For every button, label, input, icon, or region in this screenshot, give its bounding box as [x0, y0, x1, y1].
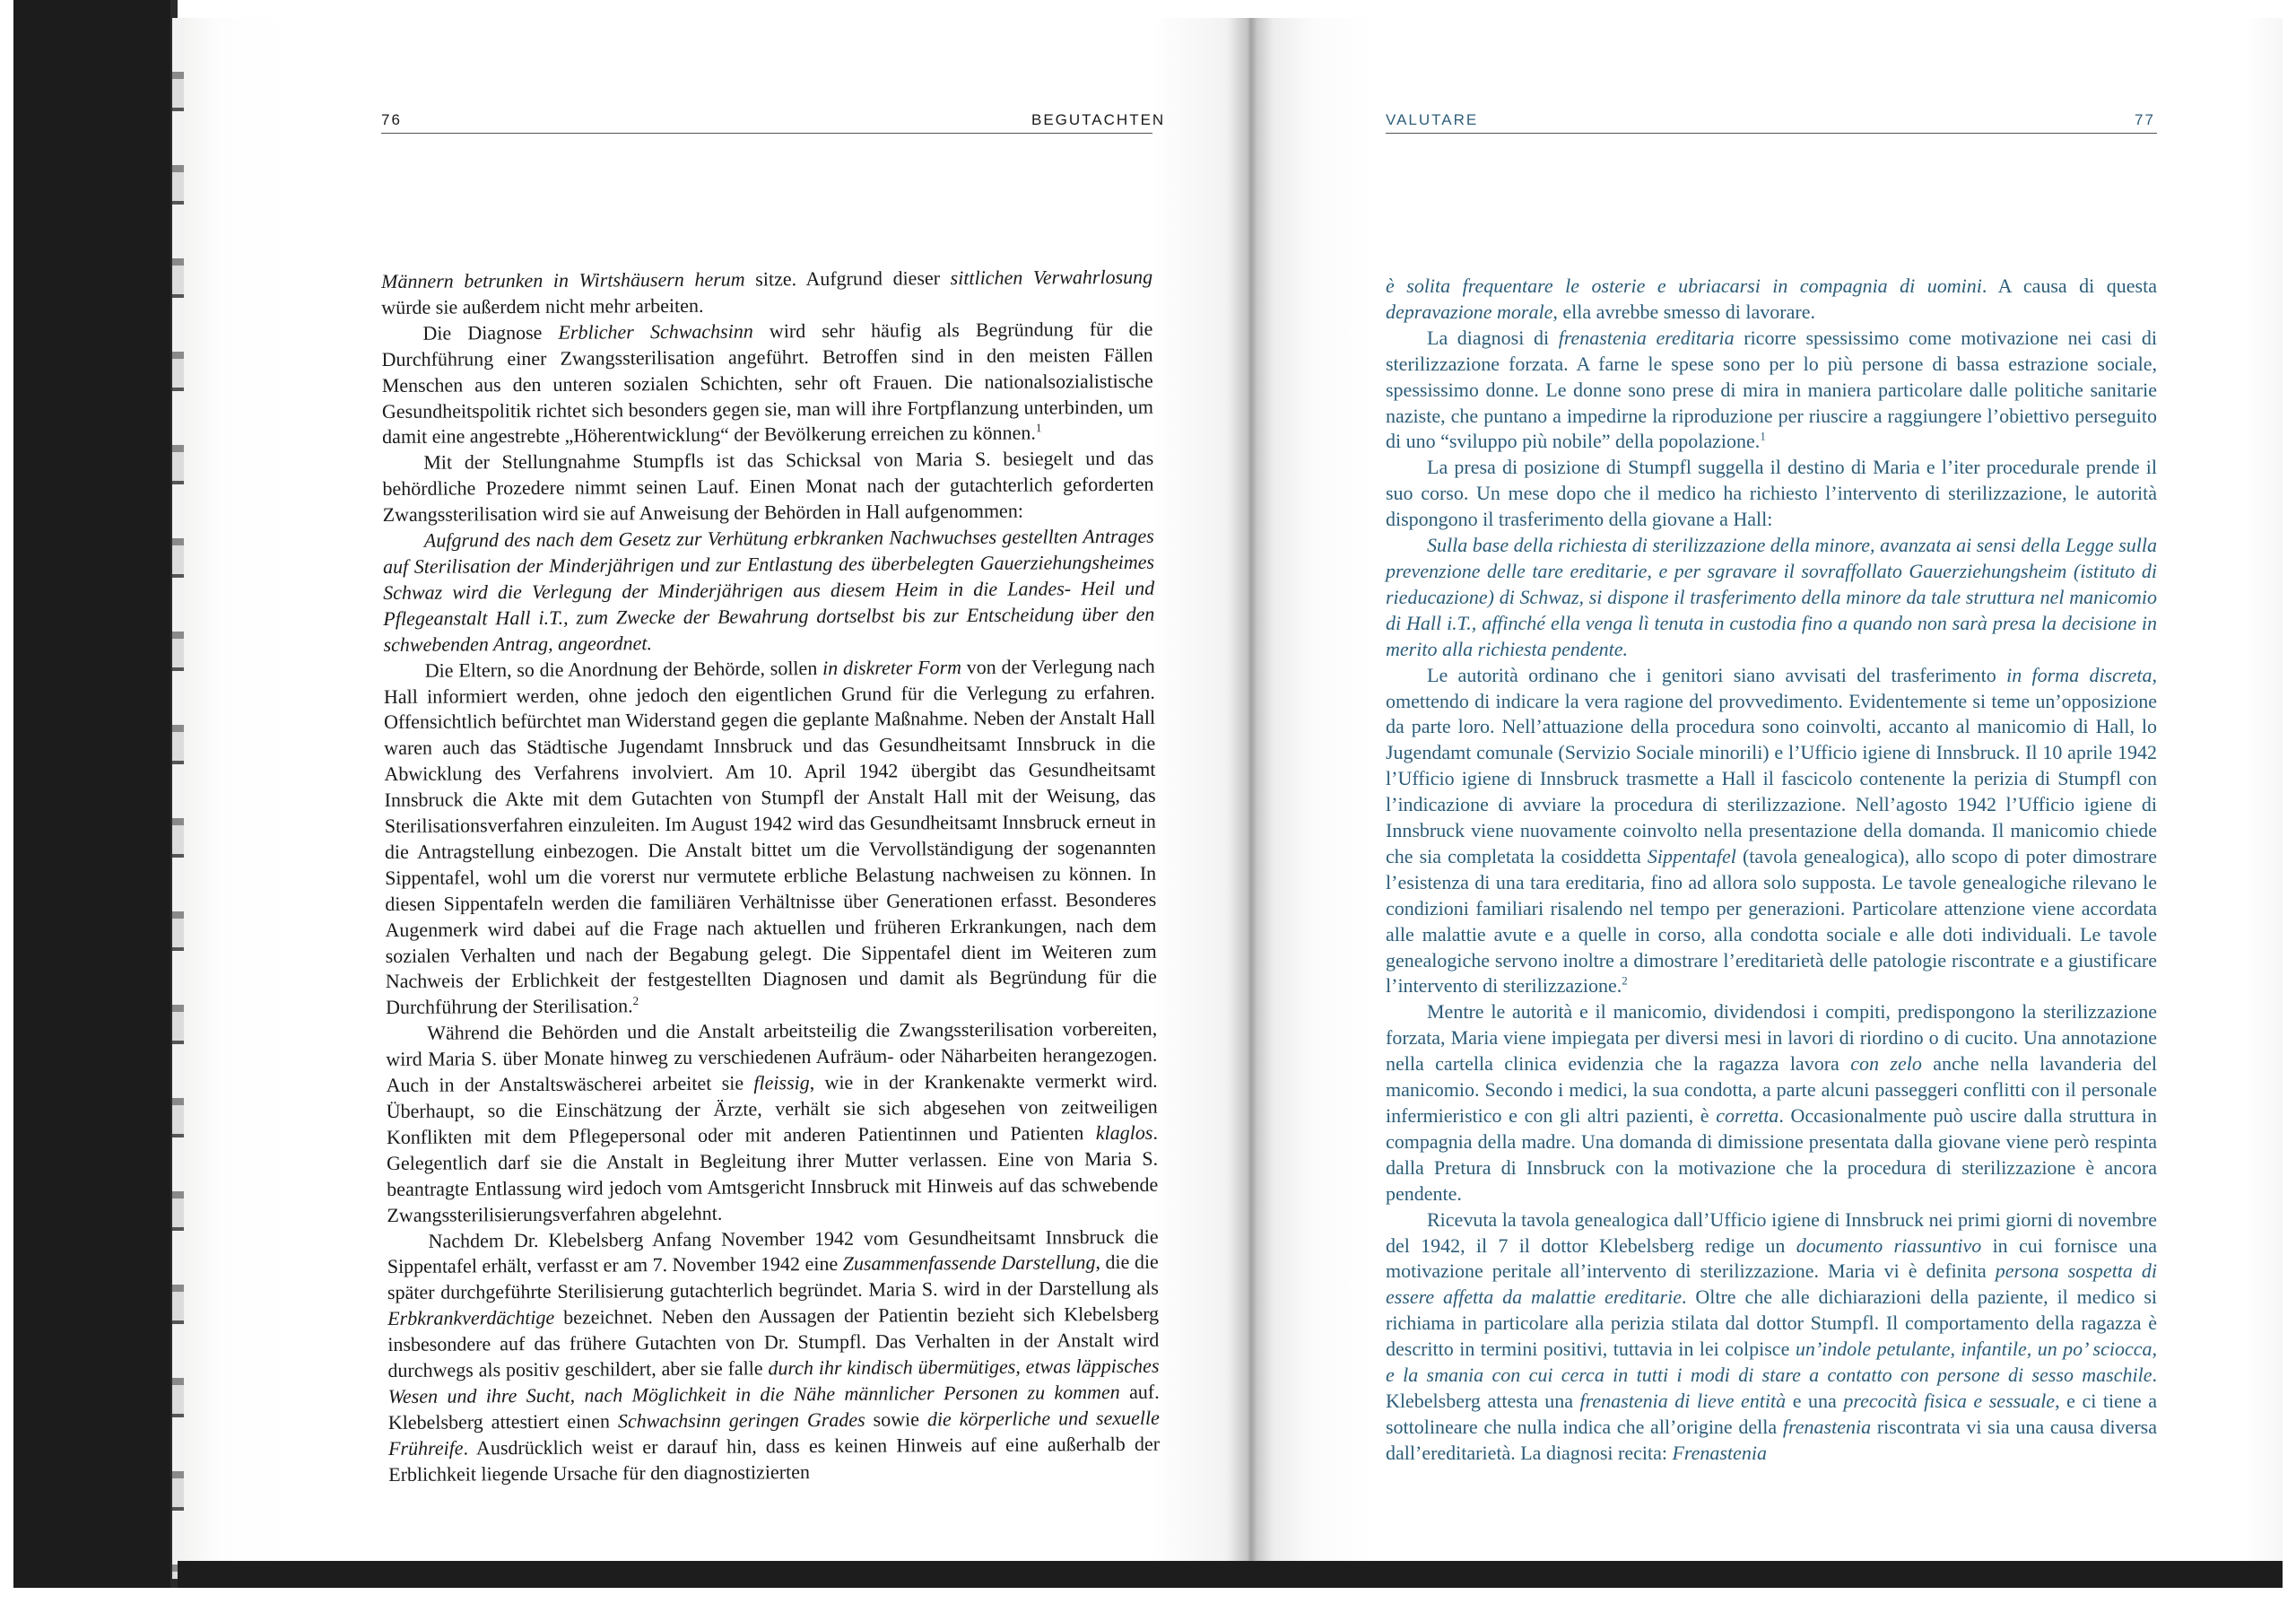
text-run: La diagnosi di	[1427, 326, 1559, 349]
body-paragraph	[1386, 999, 2157, 1207]
italic-text: Schwachsinn geringen Grades	[617, 1407, 865, 1433]
text-run: . Oltre che alle dichiarazioni della paziente, il medico si richiama in particolare alla perizia stilata dal dottor Stumpfl. Il comportamento della ragazza è descritto in termini positivi, tuttavia in lei colpisce	[1386, 1285, 2157, 1361]
text-run: Die Eltern, so die Anordnung der Behörde, sollen	[424, 656, 823, 682]
text-run: , e ci tiene a sottolineare che nulla indica che all’origine della	[1386, 1389, 2157, 1438]
scan-margin-bottom	[0, 1588, 2296, 1621]
italic-text: con zelo	[1850, 1052, 1922, 1076]
italic-text: è solita frequentare le osterie e ubriacarsi in compagnia di uomini	[1386, 275, 1982, 297]
left-header-rule	[381, 133, 1152, 134]
text-run: , die die später durchgeführte Sterilisierung gutachterlich begründet. Maria S. wird in der Darstellung als	[387, 1251, 1160, 1304]
left-running-head: BEGUTACHTEN	[1031, 111, 1166, 128]
italic-text: sittlichen Verwahrlosung	[950, 265, 1153, 290]
footnote-marker: 1	[1035, 421, 1042, 435]
italic-text: frenastenia di lieve entità	[1579, 1389, 1787, 1412]
text-run: , ella avrebbe smesso di lavorare.	[1552, 300, 1815, 323]
text-run: Ricevuta la tavola genealogica dall’Ufficio igiene di Innsbruck nei primi giorni di novembre del 1942, il 7 il dottor Klebelsberg redige un	[1386, 1207, 2157, 1257]
text-run: , wie in der Krankenakte vermerkt wird. Überhaupt, so die Einschätzung der Ärzte, verhält sie sich abgesehen von zeitweiligen Konflikten mit dem Pflegepersonal oder mit anderen Patientinnen und Patienten	[386, 1068, 1158, 1148]
text-run: wird sehr häufig als Begründung für die Durchführung einer Zwangssterilisation angeführt. Betroffen sind in den meisten Fällen Menschen aus den unteren sozialen Schichten, sehr oft Frauen. Die nationalsozialistische Gesundheitspolitik richtet sich besonders gegen sie, man will ihre Fortpflanzung unterbinden, um damit eine angestrebte „Höherentwicklung“ der Bevölkerung erreichen zu können.	[381, 317, 1154, 449]
italic-text: persona sospetta di essere affetta da malattie ereditarie	[1386, 1259, 2157, 1309]
body-paragraph	[1386, 326, 2157, 456]
right-page-number: 77	[2135, 111, 2155, 128]
right-page-body	[1386, 274, 2157, 1467]
body-paragraph	[1386, 1207, 2157, 1467]
block-quote	[383, 524, 1155, 658]
italic-text: Aufgrund des nach dem Gesetz zur Verhütung erbkranken Nachwuchses gestellten Antrages auf Sterilisation der Minderjährigen und zur Entlastung des überbelegten Gauerziehungsheimes Schwaz wird die Verlegung der Minderjährigen aus diesem Heim in die Landes- Heil und Pflegeanstalt Hall i.T., zum Zwecke der Bewahrung dortselbst bis zur Entscheidung über den schwebenden Antrag, angeordnet.	[382, 524, 1155, 656]
footnote-marker: 1	[1760, 430, 1766, 444]
italic-text: in forma discreta	[2006, 663, 2152, 686]
body-paragraph	[1386, 663, 2157, 1000]
italic-text: in diskreter Form	[822, 655, 962, 679]
body-paragraph	[1386, 455, 2157, 533]
body-paragraph	[382, 446, 1154, 528]
text-run: e una	[1786, 1389, 1844, 1412]
text-run: bezeichnet. Neben den Aussagen der Patientin bezieht sich Klebelsberg insbesondere auf das frühere Gutachten von Dr. Stumpfl. Das Verhalten in der Anstalt wird durchwegs als positiv geschildert, aber sie falle	[387, 1302, 1160, 1382]
text-run: Während die Behörden und die Anstalt arbeitsteilig die Zwangssterilisation vorbereiten, wird Maria S. über Monate hinweg zu verschiedenen Aufräum- oder Näharbeiten herangezogen. Auch in der Anstaltswäscherei arbeitet sie	[386, 1017, 1158, 1097]
left-page-number: 76	[381, 111, 402, 128]
italic-text: precocità fisica e sessuale	[1843, 1389, 2056, 1412]
italic-text: die körperliche und sexuelle Frühreife	[387, 1406, 1160, 1460]
body-paragraph	[381, 317, 1153, 451]
text-run: , omettendo di indicare la vera ragione del provvedimento. Evidentemente si teme un’opposizione da parte loro. Nell’attuazione della procedura sono coinvolti, accanto al manicomio di Hall, lo Jugendamt comunale (Servizio Sociale minorili) e l’Ufficio igiene di Innsbruck. Il 10 aprile 1942 l’Ufficio igiene di Innsbruck trasmette a Hall il fascicolo contenente la perizia di Stumpfl con l’indicazione di avviare la procedura di sterilizzazione. Nell’agosto 1942 l’Ufficio igiene di Innsbruck viene nuovamente coinvolto nella presentazione della domanda. Il manicomio chiede che sia completata la cosiddetta	[1386, 663, 2158, 867]
italic-text: depravazione morale	[1386, 300, 1553, 323]
italic-text: Erbkrankverdächtige	[387, 1306, 555, 1330]
footnote-marker: 2	[632, 994, 639, 1008]
italic-text: Erblicher Schwachsinn	[558, 319, 753, 344]
italic-text: Frenastenia	[1672, 1441, 1767, 1464]
book-gutter	[1229, 18, 1274, 1588]
scanner-background-left	[0, 0, 178, 1621]
italic-text: Zusammenfassende Darstellung	[842, 1251, 1096, 1276]
body-paragraph	[1386, 274, 2157, 326]
text-run: (tavola genealogica), allo scopo di poter dimostrare l’esistenza di una tara ereditaria, fino ad allora solo supposta. Le tavole genealogiche rilevano le condizioni familiari risalendo nel tempo per generazioni. Particolare attenzione viene accordata alle malattie avute e a quelle in corso, alla condotta sociale e alle doti individuali. Le tavole genealogiche servono inoltre a dimostrare l’ereditarietà delle patologie riscontrate e a giustificare l’intervento di sterilizzazione.	[1386, 844, 2158, 998]
body-paragraph	[386, 1016, 1158, 1228]
italic-text: fleissig	[753, 1071, 810, 1094]
text-run: . Klebelsberg attesta una	[1386, 1364, 2157, 1412]
text-run: sowie	[865, 1407, 927, 1431]
text-run: . Occasionalmente può uscire dalla struttura in compagnia della madre. Una domanda di dimissione presentata dalla giovane viene però respinta dalla Pretura di Innsbruck con la motivazione che la procedura di sterilizzazione è ancora pendente.	[1386, 1104, 2157, 1205]
italic-text: corretta	[1716, 1104, 1779, 1127]
italic-text: documento riassuntivo	[1796, 1233, 1982, 1257]
italic-text: Männern betrunken in Wirtshäusern herum	[381, 267, 745, 292]
italic-text: frenastenia	[1782, 1415, 1872, 1438]
text-run: von der Verlegung nach Hall informiert werden, ohne jedoch den eigentlichen Grund für die Verlegung zu erfahren. Offensichtlich befürchtet man Widerstand gegen die geplante Maßnahme. Neben der Anstalt Hall waren auch das Städtische Jugendamt Innsbruck und das Gesundheitsamt Innsbruck in die Abwicklung des Verfahrens involviert. Am 10. April 1942 übergibt das Gesundheitsamt Innsbruck die Akte mit dem Gutachten von Stumpfl der Anstalt Hall mit der Weisung, das Sterilisationsverfahren einzuleiten. Im August 1942 wird das Gesundheitsamt Innsbruck erneut in die Antragstellung einbezogen. Die Anstalt bittet um die Vervollständigung der sogenannten Sippentafel, wohl um die vorerst nur vermutete erbliche Belastung nachweisen zu können. In diesen Sippentafeln werden die familiären Verhältnisse über Generationen erfasst. Besonderes Augenmerk wird dabei auf die Frage nach aktuellen und früheren Erkrankungen, nach dem sozialen Verhalten und nach der Begabung gelegt. Die Sippentafel dient im Weiteren zum Nachweis der Erblichkeit der festgestellten Diagnosen und damit als Begründung für die Durchführung der Sterilisation.	[383, 654, 1157, 1019]
scan-margin-top	[0, 0, 2296, 18]
italic-text: un’indole petulante, infantile, un po’ sciocca, e la smania con cui cerca in tutti i modi di stare a contatto con persone di sesso maschile	[1386, 1338, 2158, 1387]
italic-text: Sippentafel	[1647, 844, 1736, 867]
text-run: . A causa di questa	[1981, 275, 2157, 297]
right-header-rule	[1386, 133, 2157, 134]
body-paragraph	[381, 265, 1152, 321]
block-quote	[1386, 533, 2157, 663]
text-run: würde sie außerdem nicht mehr arbeiten.	[381, 293, 704, 318]
text-run: in cui fornisce una motivazione peritale all’intervento di sterilizzazione. Maria vi è definita	[1386, 1233, 2157, 1283]
text-run: riscontrata vi sia una causa diversa dall’ereditarietà. La diagnosi recita:	[1386, 1415, 2157, 1464]
left-page-body	[381, 265, 1160, 1488]
text-run: anche nella lavanderia del manicomio. Secondo i medici, la sua condotta, a parte alcuni passeggeri conflitti con il personale infermieristico e con gli altri pazienti, è	[1386, 1052, 2158, 1127]
right-running-head: VALUTARE	[1386, 111, 1479, 128]
text-run: ricorre spessissimo come motivazione nei casi di sterilizzazione forzata. A farne le spese sono per lo più persone di bassa estrazione sociale, spessissimo donne. Le donne sono prese di mira in maniera particolare dalle politiche sanitarie naziste, che puntano a impedirne la riproduzione per riuscire a raggiungere l’obiettivo perseguito di uno “sviluppo più nobile” della popolazione.	[1386, 326, 2157, 453]
text-run: La presa di posizione di Stumpfl suggella il destino di Maria e l’iter procedurale prende il suo corso. Un mese dopo che il medico ha richiesto l’intervento di sterilizzazione, le autorità dispongono il trasferimento della giovane a Hall:	[1386, 456, 2157, 531]
scanner-background-bottom	[178, 1561, 2283, 1588]
text-run: Die Diagnose	[422, 320, 559, 344]
text-run: . Gelegentlich darf sie die Anstalt in Begleitung ihrer Mutter verlassen. Eine von Maria S. beantragte Entlassung wird jedoch vom Amtsgericht Innsbruck mit Hinweis auf das schwebende Zwangssterilisierungsverfahren abgelehnt.	[387, 1120, 1159, 1226]
text-run: Nachdem Dr. Klebelsberg Anfang November 1942 vom Gesundheitsamt Innsbruck die Sippentafel erhält, verfasst er am 7. November 1942 eine	[387, 1224, 1159, 1278]
text-run: . Ausdrücklich weist er darauf hin, dass es keinen Hinweis auf eine außerhalb der Erblichkeit liegende Ursache für den diagnostizierten	[388, 1432, 1161, 1486]
text-run: auf. Klebelsberg attestiert einen	[387, 1380, 1160, 1434]
text-run: Mentre le autorità e il manicomio, dividendosi i compiti, predispongono la sterilizzazione forzata, Maria viene impiegata per diversi mesi in lavori di riordino o di cucito. Una annotazione nella cartella clinica evidenzia che la ragazza lavora	[1386, 1000, 2157, 1076]
text-run: Mit der Stellungnahme Stumpfls ist das Schicksal von Maria S. besiegelt und das behördliche Prozedere nimmt seinen Lauf. Einen Monat nach der gutachterlich geforderten Zwangssterilisation wird sie auf Anweisung der Behörden in Hall aufgenommen:	[382, 447, 1154, 527]
italic-text: klaglos	[1095, 1120, 1153, 1145]
footnote-marker: 2	[1622, 974, 1628, 989]
italic-text: durch ihr kindisch übermütiges, etwas läppisches Wesen und ihre Sucht, nach Möglichkeit in die Nähe männlicher Personen zu kommen	[387, 1354, 1160, 1407]
scan-margin-right	[2283, 0, 2296, 1621]
italic-text: Sulla base della richiesta di sterilizzazione della minore, avanzata ai sensi della Legge sulla prevenzione delle tare ereditarie, e per sgravare il sovraffollato Gauerziehungsheim (istituto di rieducazione) di Schwaz, si dispone il trasferimento della minore da tale struttura nel manicomio di Hall i.T., affinché ella venga lì tenuta in custodia fino a quando non sarà presa la decisione in merito alla richiesta pendente.	[1386, 534, 2157, 660]
body-paragraph	[384, 653, 1157, 1021]
text-run: sitze. Aufgrund dieser	[744, 266, 951, 291]
italic-text: frenastenia ereditaria	[1558, 326, 1735, 349]
body-paragraph	[387, 1224, 1161, 1487]
text-run: Le autorità ordinano che i genitori siano avvisati del trasferimento	[1427, 663, 2007, 686]
